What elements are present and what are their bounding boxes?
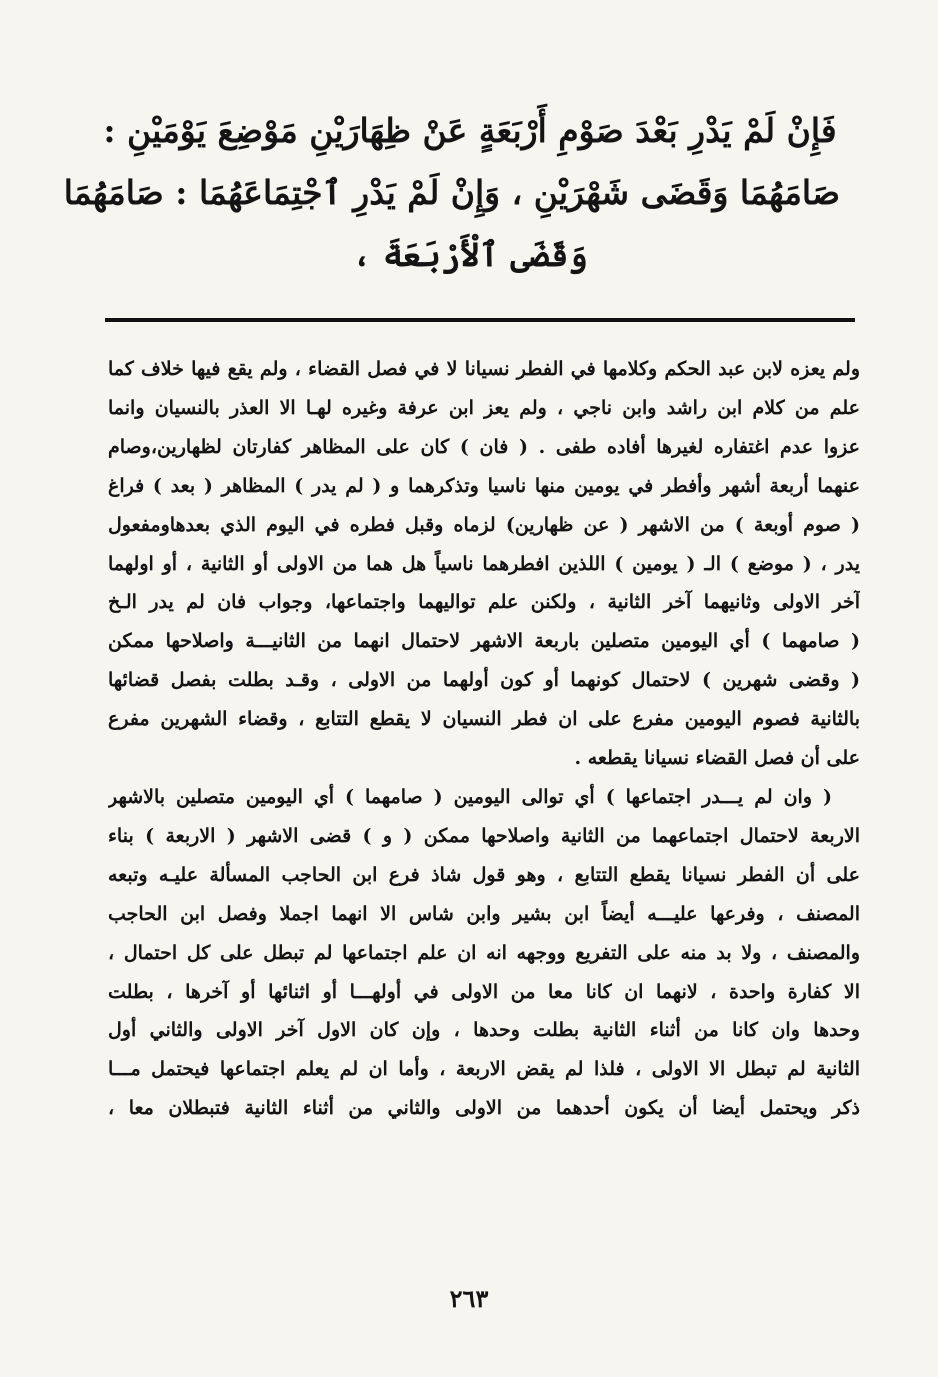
commentary-line: آخر الاولى وثانيهما آخر الثانية ، ولكنن علم تواليهما واجتماعها، وجواب فان لم يدر الـخ (108, 591, 860, 614)
commentary-line: ولم يعزه لابن عبد الحكم وكلامها في الفطر نسيانا لا في فصل القضاء ، ولم يقع فيها خلاف كما (108, 358, 860, 380)
matn-line: فَإِنْ لَمْ يَدْرِ بَعْدَ صَوْمِ أَرْبَعَةٍ عَنْ ظِهَارَيْنِ مَوْضِعَ يَوْمَيْنِ : (103, 111, 837, 150)
commentary-line: ( وان لم يـــدر اجتماعها ) أي توالى اليومين ( صامهما ) أي اليومين متصلين بالاشهر (108, 785, 832, 808)
commentary-line: ( صامهما ) أي اليومين متصلين باربعة الاشهر لاحتمال انهما من الثانيـــة واصلاحها ممكن (108, 630, 860, 653)
matn-line: وَقَضَى ٱلْأَرْبَعَةَ ، (352, 235, 588, 274)
commentary-line: ( صوم أوبعة ) من الاشهر ( عن ظهارين) لزماه وقبل فطره في اليوم الذي بعدهاومفعول (108, 513, 860, 536)
commentary-line: على أن الفطر نسيانا يقطع التتابع ، وهو قول شاذ فرع ابن الحاجب المسألة عليـه وتبعه (108, 863, 860, 886)
commentary-line: ( وقضى شهرين ) لاحتمال كونهما أو كون أولهما من الاولى ، وقـد بطلت بفصل قضائها (108, 669, 860, 692)
commentary-line: ذكر ويحتمل أيضا أن يكون أحدهما من الاولى والثاني من أثناء الثانية فتبطلان معا ، (108, 1097, 860, 1120)
commentary-line: عنهما أربعة أشهر وأفطر في يومين منها ناسيا وتذكرهما و ( لم يدر ) المظاهر ( بعد ) فراغ (108, 474, 860, 497)
commentary-line: علم من كلام ابن راشد وابن ناجي ، ولم يعز ابن عرفة وغيره لهـا الا العذر بالنسيان وانما (108, 396, 860, 419)
commentary-line: الثانية لم تبطل الا الاولى ، فلذا لم يقض الاربعة ، وأما ان لم يعلم اجتماعها فيحتمل مـــا (108, 1058, 860, 1081)
matn-text-block (63, 100, 840, 286)
commentary-line: والمصنف ، ولا بد منه على التفريع ووجهه انه ان علم اجتماعها لم تبطل على كل احتمال ، (108, 941, 860, 964)
commentary-line: يدر ، ( موضع ) الـ ( يومين ) اللذين افطرهما ناسياً هل هما من الاولى أو الثانية ، أو اولهما (108, 552, 860, 575)
page-number: ٢٦٣ (449, 1284, 489, 1313)
commentary-text-block (108, 350, 860, 1128)
commentary-line: وحدها وان كانا من أثناء الثانية بطلت وحدها ، وإن كان الاول آخر الاولى والثاني أول (108, 1019, 860, 1042)
separator-rule (105, 318, 855, 322)
commentary-line: المصنف ، وفرعها عليـــه أيضاً ابن بشير وابن شاس الا انهما اجملا وفصل ابن الحاجب (108, 902, 860, 925)
commentary-line: على أن فصل القضاء نسيانا يقطعه . (574, 747, 860, 770)
commentary-line: عزوا عدم اغتفاره لغيرها أفاده طفى . ( فان ) كان على المظاهر كفارتان لظهارين،وصام (108, 435, 860, 458)
matn-line: صَامَهُمَا وَقَضَى شَهْرَيْنِ ، وَإِنْ لَمْ يَدْرِ ٱجْتِمَاعَهُمَا : صَامَهُمَا (63, 173, 840, 212)
commentary-line: الا كفارة واحدة ، لانهما ان كانا معا من الاولى في أولهـــا أو اثنائها أو آخرها ، بطلت (108, 980, 860, 1003)
commentary-line: الاربعة لاحتمال اجتماعهما من الثانية واصلاحها ممكن ( و ) قضى الاشهر ( الاربعة ) بناء (108, 824, 860, 847)
commentary-line: بالثانية فصوم اليومين مفرع على ان فطر النسيان لا يقطع التتابع ، وقضاء الشهرين مفرع (108, 708, 860, 731)
